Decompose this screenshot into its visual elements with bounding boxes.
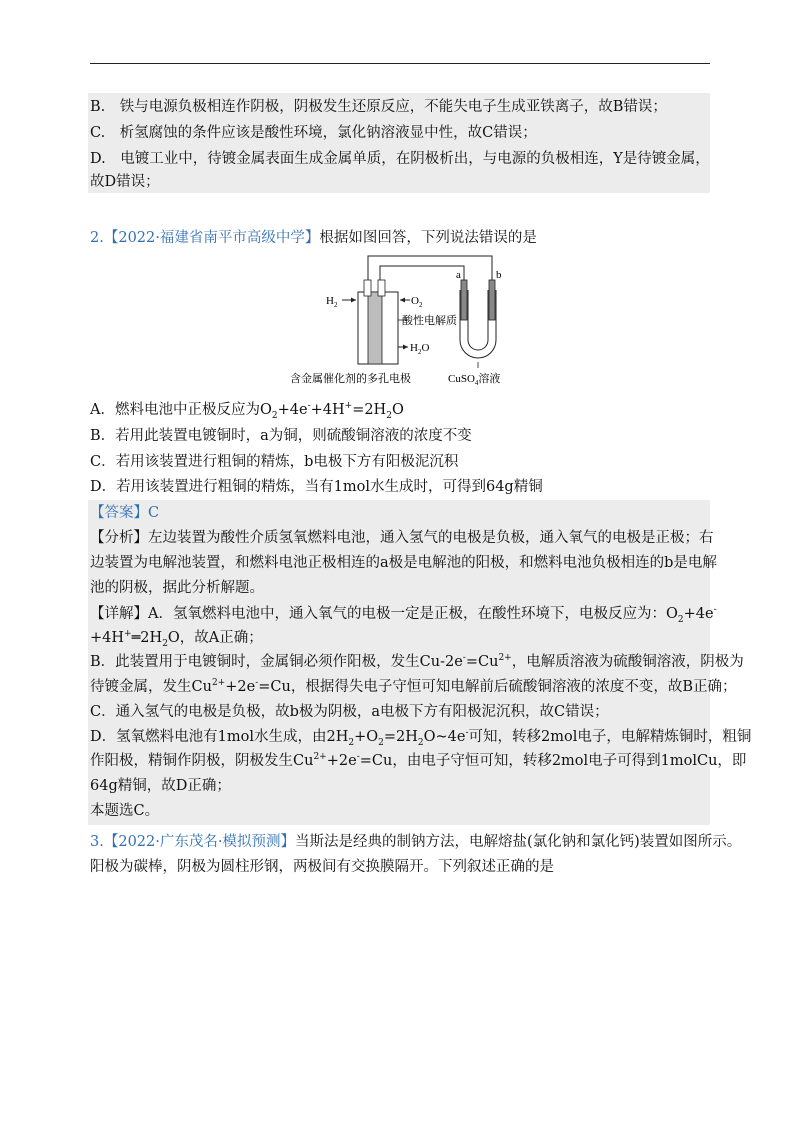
prev-option-b: B. 铁与电源负极相连作阴极，阴极发生还原反应，不能失电子生成亚铁离子，故B错误； [90,99,667,115]
detail-line-3: B．此装置用于电镀铜时，金属铜必须作阳极，发生$Cu-2e^-=Cu^{2+}$，电解质溶液为硫酸铜溶液，阴极为 [90,653,744,670]
fuel-cell-electrolysis-diagram [290,250,530,390]
question-3-stem-line-1: 3.【2022·广东茂名·模拟预测】当斯法是经典的制钠方法，电解熔盐(氯化钠和氯化钙)装置如图所示。 [90,834,742,850]
porous-electrode-label: 含金属催化剂的多孔电极 [290,372,411,385]
answer-line [90,503,710,523]
answer-value: C [148,505,160,521]
option-d: D．若用该装置进行粗铜的精炼，当有1mol水生成时，可得到64g精铜 [90,479,543,495]
question-number: 2. [90,230,104,246]
prev-option-d-line1: D. 电镀工业中，待镀金属表面生成金属单质，在阴极析出，与电源的负极相连，Y是待镀金属， [90,151,710,167]
cuso4-label: CuSO$_4$溶液 [448,372,501,387]
question-2-stem [90,228,710,248]
analysis-line-3: 池的阴极，据此分析解题。 [90,580,264,596]
detail-line-7: 作阳极，精铜作阴极，阴极发生$Cu^{2+}+2e^-=Cu$，由电子守恒可知，转移2mol电子可得到1molCu，即 [90,752,747,769]
h2-label: $H_2$ [326,295,338,309]
option-c: C．若用该装置进行粗铜的精炼，b电极下方有阳极泥沉积 [90,454,459,470]
electrode-b-label: b [496,269,502,281]
detail-line-2: $+4H^+═2H_2O$，故A正确； [90,629,263,649]
detail-line-4: 待镀金属，发生$Cu^{2+}+2e^-=Cu$，根据得失电子守恒可知电解前后硫酸铜溶液的浓度不变，故B正确； [90,678,737,695]
question-source: 【2022·广东茂名·模拟预测】 [103,834,295,850]
detail-line-8: 64g精铜，故D正确； [90,778,231,794]
prev-option-d-line2: 故D错误； [90,174,160,190]
answer-label: 【答案】 [90,505,148,521]
analysis-line-1: 【分析】左边装置为酸性介质氢氧燃料电池，通入氢气的电极是负极，通入氧气的电极是正极；右 [90,530,714,546]
header-rule [90,63,710,64]
question-source: 【2022·福建省南平市高级中学】 [103,230,320,246]
prev-option-c: C. 析氢腐蚀的条件应该是酸性环境，氯化钠溶液显中性，故C错误； [90,125,537,141]
question-number: 3. [90,834,104,850]
o2-label: $O_2$ [411,295,423,309]
analysis-line-2: 边装置为电解池装置，和燃料电池正极相连的a极是电解池的阳极，和燃料电池负极相连的b是电解 [90,555,717,571]
electrode-a-label: a [456,269,461,281]
detail-line-6: D．氢氧燃料电池有1mol水生成，由$2H_2+O_2=2H_2O\sim 4e^-$可知，转移2mol电子，电解精炼铜时，粗铜 [90,728,752,748]
h2o-label: $H_2O$ [410,342,430,356]
option-a: A．燃料电池中正极反应为$O_2+4e^-+4H^+=2H_2O$ [90,401,404,421]
detail-line-1: 【详解】A．氢氧燃料电池中，通入氧气的电极一定是正极，在酸性环境下，电极反应为：$O_2+4e^-$ [90,605,717,625]
question-3-stem-line-2: 阳极为碳棒，阴极为圆柱形钢，两极间有交换膜隔开。下列叙述正确的是 [90,859,554,875]
option-b: B．若用此装置电镀铜时，a为铜，则硫酸铜溶液的浓度不变 [90,428,472,444]
question-text: 根据如图回答，下列说法错误的是 [319,230,537,246]
detail-line-5: C．通入氢气的电极是负极，故b极为阴极，a电极下方有阳极泥沉积，故C错误； [90,704,609,720]
detail-line-9: 本题选C。 [90,803,160,819]
electrolyte-label: 酸性电解质 [402,314,457,327]
